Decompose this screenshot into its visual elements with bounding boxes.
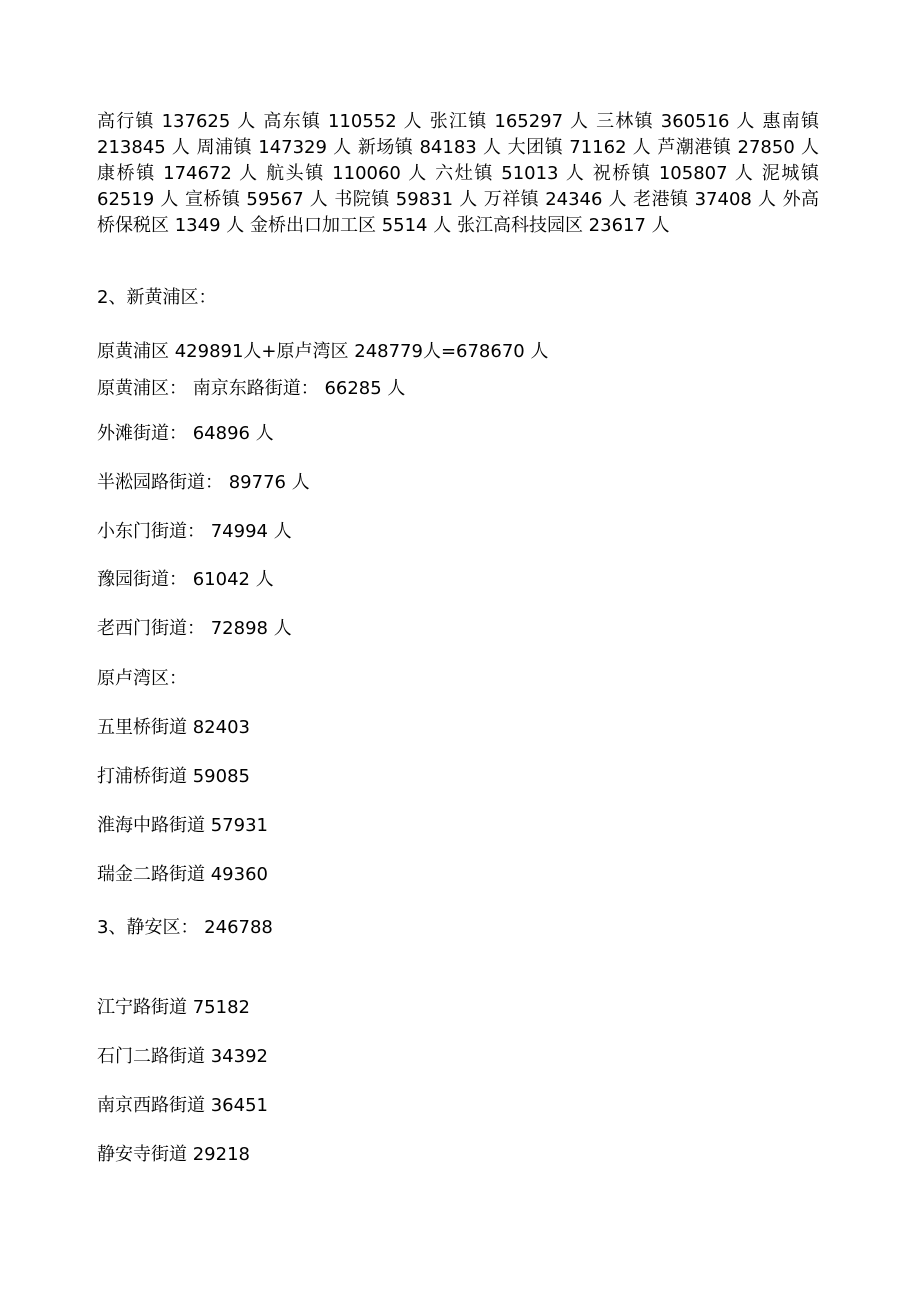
huangpu-summary: 原黄浦区 429891人+原卢湾区 248779人=678670 人	[97, 341, 549, 362]
old-huangpu-line: 原黄浦区： 南京东路街道： 66285 人	[97, 378, 406, 399]
street-item: 江宁路街道 75182	[97, 997, 250, 1018]
street-item: 瑞金二路街道 49360	[97, 864, 268, 885]
street-item: 打浦桥街道 59085	[97, 766, 250, 787]
street-item: 老西门街道： 72898 人	[97, 618, 292, 639]
street-item: 小东门街道： 74994 人	[97, 521, 292, 542]
huangpu-heading: 2、新黄浦区：	[97, 287, 217, 308]
old-luwan-heading: 原卢湾区：	[97, 668, 187, 689]
street-item: 外滩街道： 64896 人	[97, 423, 274, 444]
street-item: 五里桥街道 82403	[97, 717, 250, 738]
jingan-heading: 3、静安区： 246788	[97, 917, 273, 938]
street-item: 南京西路街道 36451	[97, 1095, 268, 1116]
street-item: 半淞园路街道： 89776 人	[97, 472, 310, 493]
street-item: 静安寺街道 29218	[97, 1144, 250, 1165]
street-item: 豫园街道： 61042 人	[97, 569, 274, 590]
pudong-towns-paragraph: 高行镇 137625 人 高东镇 110552 人 张江镇 165297 人 三林镇 360516 人 惠南镇 213845 人 周浦镇 147329 人 新场镇 84183 人 大团镇 71162 人 芦潮港镇 27850 人 康桥镇 174672 人 航头镇 110060 人 六灶镇 51013 人 祝桥镇 105807 人 泥城镇 62519 人 宣桥镇 59567 人 书院镇 59831 人 万祥镇 24346 人 老港镇 37408 人 外高桥保税区 1349 人 金桥出口加工区 5514 人 张江高科技园区 23617 人	[97, 111, 819, 236]
street-item: 石门二路街道 34392	[97, 1046, 268, 1067]
street-item: 淮海中路街道 57931	[97, 815, 268, 836]
